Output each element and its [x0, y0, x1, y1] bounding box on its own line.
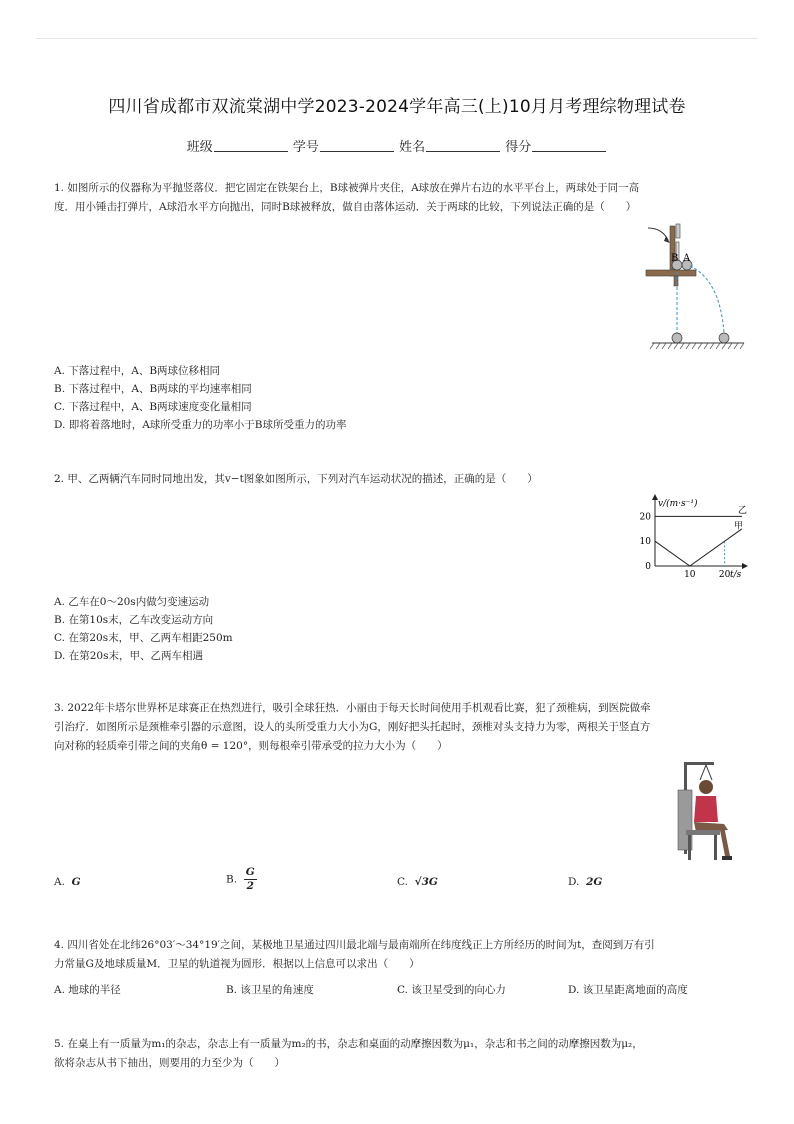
seat-leg-back	[688, 835, 691, 860]
q2-option-d[interactable]: D. 在第20s末，甲、乙两车相遇	[54, 650, 203, 662]
label-b: B	[671, 253, 679, 264]
q4-option-c[interactable]: C. 该卫星受到的向心力	[397, 984, 506, 996]
x-tick-label-10: 10	[684, 570, 696, 580]
q3-option-c-label: C.	[397, 876, 408, 888]
q3-option-d[interactable]	[568, 873, 602, 891]
question-4-line-1: 4. 四川省处在北纬26°03′～34°19′之间，某极地卫星通过四川最北端与最南端所在纬度线正上方所经历的时间为t，查阅到万有引	[54, 939, 655, 951]
page-title: 四川省成都市双流棠湖中学2023-2024学年高三(上)10月月考理综物理试卷	[108, 97, 686, 117]
q3-option-a[interactable]	[54, 873, 81, 891]
name-blank[interactable]	[426, 139, 500, 152]
header-rule	[36, 38, 758, 39]
q3-option-c-value: √3G	[414, 876, 438, 888]
platform	[646, 270, 696, 276]
q3-option-b-numerator: G	[245, 866, 255, 878]
q3-option-b-denominator: 2	[246, 880, 254, 892]
question-5-line-1: 5. 在桌上有一质量为m₁的杂志，杂志上有一质量为m₂的书，杂志和桌面的动摩擦因数为μ₁，杂志和书之间的动摩擦因数为μ₂，	[54, 1038, 643, 1050]
q1-option-c[interactable]: C. 下落过程中，A、B两球速度变化量相同	[54, 401, 252, 413]
q2-option-a[interactable]: A. 乙车在0～20s内做匀变速运动	[54, 596, 210, 608]
q3-option-c[interactable]	[397, 873, 438, 891]
q3-option-b[interactable]	[226, 866, 257, 893]
series-label-jia: 甲	[734, 521, 744, 532]
shins	[720, 826, 730, 856]
question-3-traction-figure	[668, 760, 744, 866]
question-2-vt-chart	[632, 494, 750, 580]
series-line-1	[655, 529, 742, 566]
y-axis-label: v/(m·s⁻¹)	[658, 499, 698, 509]
ball-b-end	[672, 333, 682, 343]
q3-option-d-label: D.	[568, 876, 580, 888]
label-a: A	[683, 253, 691, 264]
question-1-line-1: 1. 如图所示的仪器称为平抛竖落仪．把它固定在铁架台上，B球被弹片夹住，A球放在弹片右边的水平平台上，两球处于同一高	[54, 182, 640, 194]
question-3-line-2: 引治疗．如图所示是颈椎牵引器的示意图，设人的头所受重力大小为G，刚好把头托起时，颈椎对头支持力为零，两根关于竖直方	[54, 721, 651, 733]
class-blank[interactable]	[214, 139, 288, 152]
q1-option-d[interactable]: D. 即将着落地时，A球所受重力的功率小于B球所受重力的功率	[54, 419, 347, 431]
q3-option-d-value: 2G	[586, 876, 603, 888]
question-1-figure	[640, 220, 750, 355]
q3-option-b-fraction	[244, 866, 257, 893]
score-blank[interactable]	[532, 139, 606, 152]
hammer-head	[676, 224, 680, 238]
torso	[694, 796, 718, 822]
hammer-arrow-path	[648, 228, 668, 240]
x-axis-label: t/s	[730, 570, 742, 580]
y-tick-label-20: 20	[639, 512, 651, 523]
student-id-label: 学号	[292, 140, 319, 155]
x-tick-label-20: 20	[718, 570, 731, 580]
question-3-stem	[54, 699, 744, 756]
question-5-stem	[54, 1035, 744, 1073]
question-3-line-3: 向对称的轻质牵引带之间的夹角θ = 120°，则每根牵引带承受的拉力大小为（ ）	[54, 740, 448, 752]
y-tick-label-10: 10	[639, 537, 651, 548]
q4-option-b[interactable]: B. 该卫星的角速度	[226, 984, 314, 996]
q4-option-d[interactable]: D. 该卫星距离地面的高度	[568, 984, 688, 996]
top-bar	[684, 762, 714, 765]
q3-option-a-value: G	[71, 876, 81, 888]
q4-option-a[interactable]: A. 地球的半径	[54, 984, 121, 996]
name-label: 姓名	[399, 140, 426, 155]
q1-option-b[interactable]: B. 下落过程中，A、B两球的平均速率相同	[54, 383, 252, 395]
question-4-stem	[54, 936, 744, 974]
q1-option-a[interactable]: A. 下落过程中，A、B两球位移相同	[54, 365, 221, 377]
question-4-line-2: 力常量G及地球质量M．卫星的轨道视为圆形．根据以上信息可以求出（ ）	[54, 958, 420, 970]
seat-leg-front	[714, 835, 717, 860]
score-label: 得分	[505, 140, 532, 155]
shoes	[722, 856, 732, 860]
x-axis-arrow	[742, 563, 748, 569]
strap-right	[706, 765, 712, 780]
head	[699, 780, 713, 794]
student-info-line	[0, 136, 794, 155]
student-id-blank[interactable]	[320, 139, 394, 152]
q2-option-c[interactable]: C. 在第20s末，甲、乙两车相距250m	[54, 632, 233, 644]
hammer-arrow-head	[664, 236, 670, 243]
seat	[686, 830, 720, 835]
question-5-line-2: 欲将杂志从书下抽出，则要用的力至少为（ ）	[54, 1057, 285, 1069]
ball-a-end	[719, 333, 729, 343]
q3-option-a-label: A.	[54, 876, 65, 888]
question-2-stem: 2. 甲、乙两辆汽车同时同地出发，其v−t图象如图所示，下列对汽车运动状况的描述，正确的是（ ）	[54, 473, 538, 485]
ground-hatch	[650, 343, 744, 349]
series-label-yi: 乙	[738, 505, 748, 516]
class-label: 班级	[186, 140, 213, 155]
question-1-stem	[54, 179, 744, 217]
strap-left	[700, 765, 706, 780]
y-tick-label-0: 0	[645, 562, 651, 572]
q3-option-b-label: B.	[226, 873, 238, 886]
q2-option-b[interactable]: B. 在第10s末，乙车改变运动方向	[54, 614, 214, 626]
question-1-line-2: 度．用小锤击打弹片，A球沿水平方向抛出，同时B球被释放，做自由落体运动．关于两球的比较，下列说法正确的是（ ）	[54, 201, 637, 213]
question-3-line-1: 3. 2022年卡塔尔世界杯足球赛正在热烈进行，吸引全球狂热．小丽由于每天长时间使用手机观看比赛，犯了颈椎病，到医院做牵	[54, 702, 651, 714]
